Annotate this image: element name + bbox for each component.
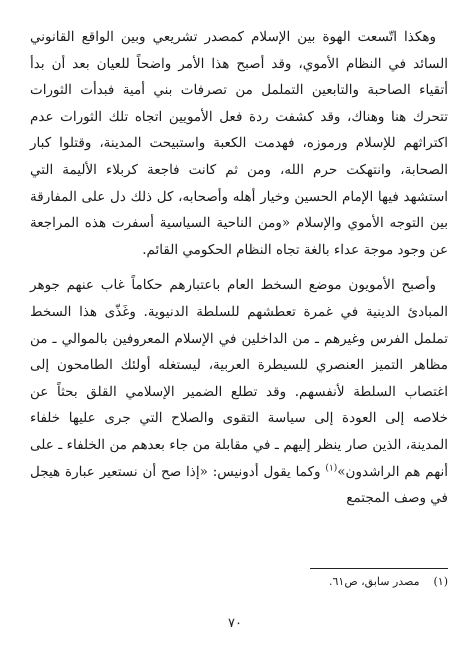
paragraph-1 <box>30 24 448 263</box>
footnote-reference[interactable]: (١) <box>325 463 338 473</box>
footnote-text: مصدر سابق، ص٦١. <box>328 575 420 588</box>
footnote-number: (١) <box>433 575 448 588</box>
paragraph-2-tail: وكما يقول أدونيس: «إذا صح أن نستعير عبارة هيجل في وصف المجتمع <box>30 463 448 507</box>
page-number: ٧٠ <box>228 616 242 631</box>
paragraph-1-text: وهكذا اتّسعت الهوة بين الإسلام كمصدر تشريعي وبين الواقع القانوني السائد في النظام الأموي، وقد أصبح هذا الأمر واضحاً للعيان بعد أن بدأ أتقياء الصاحبة والتابعين التململ من تصرفات بني أمية فبدأت الثورات تتحرك هنا وهناك، وقد كشفت ردة فعل الأمويين اتجاه تلك الثورات عدم اكتراثهم للإسلام ورموزه، فهدمت الكعبة واستبيحت المدينة، وقتلوا كبار الصحابة، وانتهكت حرم الله، ومن ثم كانت فاجعة كربلاء الأليمة التي استشهد فيها الإمام الحسين وخيار أهله وأصحابه، كل ذلك دل على المفارقة بين التوجه الأموي والإسلام «ومن الناحية السياسية أسفرت هذه المراجعة عن وجود موجة عداء بالغة تجاه النظام الحكومي القائم. <box>30 29 448 258</box>
footnote <box>28 574 448 590</box>
body-text <box>30 24 448 512</box>
paragraph-2 <box>30 272 448 511</box>
footnote-divider <box>310 568 448 569</box>
paragraph-2-text: وأصبح الأمويون موضع السخط العام باعتبارهم حكاماً غاب عنهم جوهر المبادئ الدينية في غمرة تعطشهم للسلطة الدنيوية. وغَذّى هذا السخط تململ الفرس وغيرهم ـ من الداخلين في الإسلام المعروفين بالموالي ـ من مظاهر التميز العنصري للسيطرة العربية، ليستغله أولئك الطامحون إلى اغتصاب السلطة لأنفسهم. وقد تطلع الضمير الإسلامي القلق بحثاً عن خلاصه إلى العودة إلى سياسة التقوى والصلاح التي جرى عليها خلفاء المدينة، الذين صار ينظر إليهم ـ في مقابلة من جاء بعدهم من الخلفاء ـ على أنهم هم الراشدون» <box>30 277 449 480</box>
